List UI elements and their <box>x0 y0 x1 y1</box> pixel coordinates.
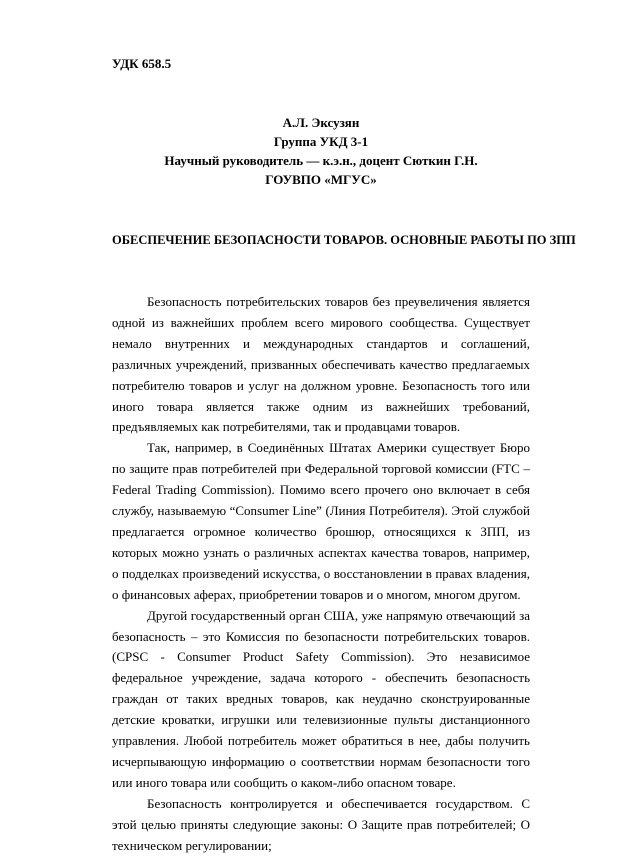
author-group: Группа УКД 3-1 <box>273 134 369 149</box>
paragraph-4: Безопасность контролируется и обеспечивается государством. С этой целью приняты следующие законы: О Защите прав потребителей; О техническом регулировании; <box>112 795 530 853</box>
article-title: ОБЕСПЕЧЕНИЕ БЕЗОПАСНОСТИ ТОВАРОВ. ОСНОВНЫЕ РАБОТЫ ПО ЗПП <box>112 233 576 247</box>
paragraph-3: Другой государственный орган США, уже напрямую отвечающий за безопасность – это Комиссия по безопасности потребительских товаров. (CPSC - Consumer Product Safety Commission). Это независимое федеральное учреждение, задача которого - обеспечить безопасность граждан от таких вредных товаров, как неудачно сконструированные детские кроватки, игрушки или телевизионные пульты дистанционного управления. Любой потребитель может обратиться в нее, дабы получить исчерпывающую информацию о соответствии нормам безопасности того или иного товара или сообщить о каком-либо опасном товаре. <box>112 607 530 790</box>
paragraph-1: Безопасность потребительских товаров без преувеличения является одной из важнейших проблем всего мирового сообщества. Существует немало внутренних и международных стандартов и соглашений, различных учреждений, призванных обеспечивать качество предлагаемых потребителю товаров и услуг на должном уровне. Безопасность того или иного товара является также одним из важнейших требований, предъявляемых как потребителями, так и продавцами товаров. <box>112 294 530 435</box>
author-name: А.Л. Эксузян <box>282 115 360 130</box>
institution: ГОУВПО «МГУС» <box>265 172 377 187</box>
author-block <box>112 113 530 189</box>
udk-code: УДК 658.5 <box>112 56 172 71</box>
paragraph-2: Так, например, в Соединённых Штатах Америки существует Бюро по защите прав потребителей при Федеральной торговой комиссии (FTC – Federal Trading Commission). Помимо всего прочего оно включает в себя службу, называемую “Consumer Line” (Линия Потребителя). Этой службой предлагается огромное количество брошюр, относящихся к ЗПП, из которых можно узнать о различных аспектах качества товаров, например, о подделках произведений искусства, о восстановлении в правах владения, о финансовых аферах, приобретении товаров и о многом, многом другом. <box>112 440 530 602</box>
article-body <box>112 292 530 856</box>
supervisor: Научный руководитель — к.э.н., доцент Сюткин Г.Н. <box>164 153 478 168</box>
